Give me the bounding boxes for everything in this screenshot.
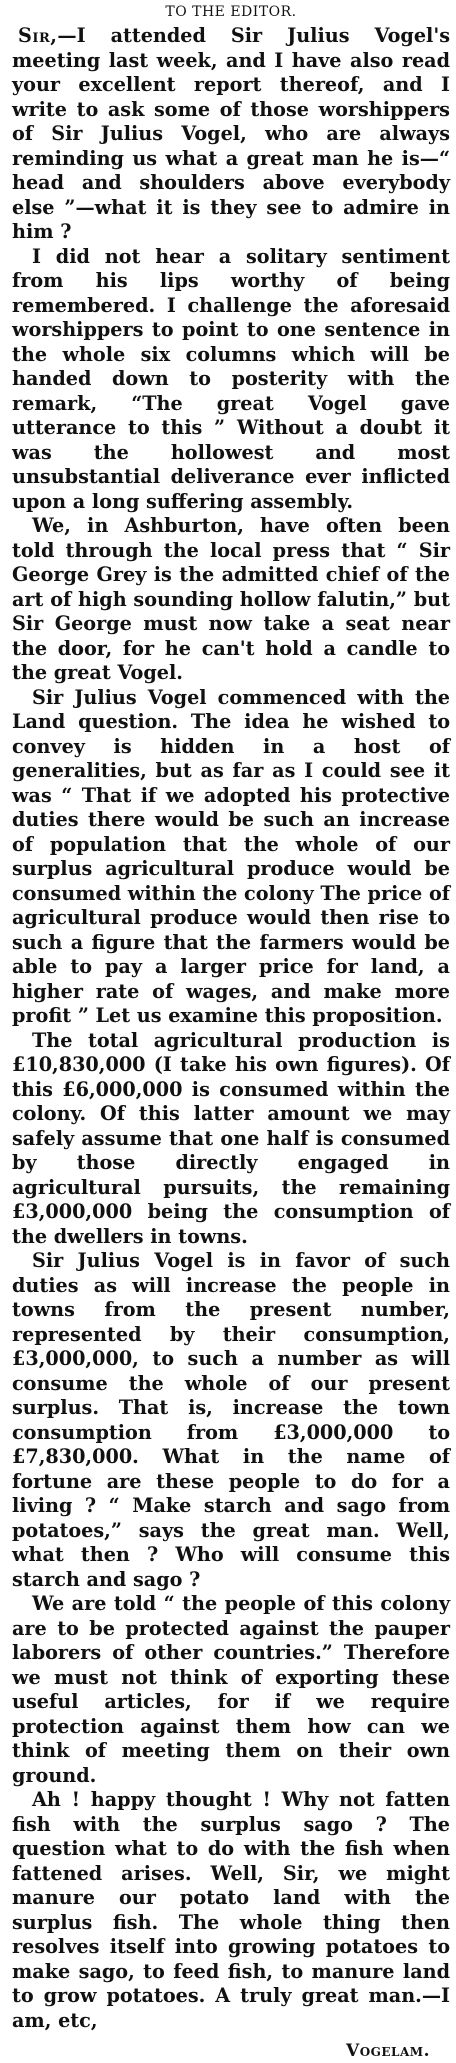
letter-paragraph-3: We, in Ashburton, have often been told through the local press that “ Sir George Grey is the admitted chief of the art of high sounding hollow falutin,” but Sir George must now take a seat near the door, for he can't hold a candle to the great Vogel. [12,514,450,684]
letter-paragraph-5: The total agricultural production is £10,830,000 (I take his own figures). Of this £6,000,000 is consumed within the colony. Of this latter amount we may safely assume that one half is consumed by those directly engaged in agricultural pursuits, the remaining £3,000,000 being the consumption of the dwellers in towns. [12,1028,450,1248]
letter-paragraph-7: We are told “ the people of this colony are to be protected against the pauper laborers of other countries.” Therefore we must not think of exporting these useful articles, for if we require protection against them how can we think of meeting them on their own ground. [12,1592,450,1787]
signature: Vogelam. [346,2041,430,2061]
letter-paragraph-4: Sir Julius Vogel commenced with the Land question. The idea he wished to convey is hidden in a host of generalities, but as far as I could see it was “ That if we adopted his protective duties there would be such an increase of population that the whole of our surplus agricultural produce would be consumed within the colony The price of agricultural produce would then rise to such a figure that the farmers would be able to pay a larger price for land, a higher rate of wages, and make more profit ” Let us examine this proposition. [12,685,450,1027]
first-paragraph-text: —I attended Sir Julius Vogel's meeting last week, and I have also read your excellent report thereof, and I write to ask some of those worshippers of Sir Julius Vogel, who are always reminding us what a great man he is—“ head and shoulders above everybody else ”—what it is they see to admire in him ? [12,24,450,243]
letter-paragraph-6: Sir Julius Vogel is in favor of such duties as will increase the people in towns from the present number, represented by their consumption, £3,000,000, to such a number as will consume the whole of our present surplus. That is, increase the town consumption from £3,000,000 to £7,830,000. What in the name of fortune are these people to do for a living ? “ Make starch and sago from potatoes,” says the great man. Well, what then ? Who will consume this starch and sago ? [12,1249,450,1591]
letter-heading: TO THE EDITOR. [165,4,297,20]
salutation: Sir, [18,24,58,47]
letter-paragraph-1 [12,24,450,245]
letter-paragraph-8: Ah ! happy thought ! Why not fatten fish with the surplus sago ? The question what to do with the fish when fattened arises. Well, Sir, we might manure our potato land with the surplus fish. The whole thing then resolves itself into growing potatoes to make sago, to feed fish, to manure land to grow potatoes. A truly great man.—I am, etc, [12,1788,450,2032]
letter-paragraph-2: I did not hear a solitary sentiment from his lips worthy of being remembered. I challenge the aforesaid worshippers to point to one sentence in the whole six columns which will be handed down to posterity with the remark, “The great Vogel gave utterance to this ” Without a doubt it was the hollowest and most unsubstantial deliverance ever inflicted upon a long suffering assembly. [12,244,450,513]
